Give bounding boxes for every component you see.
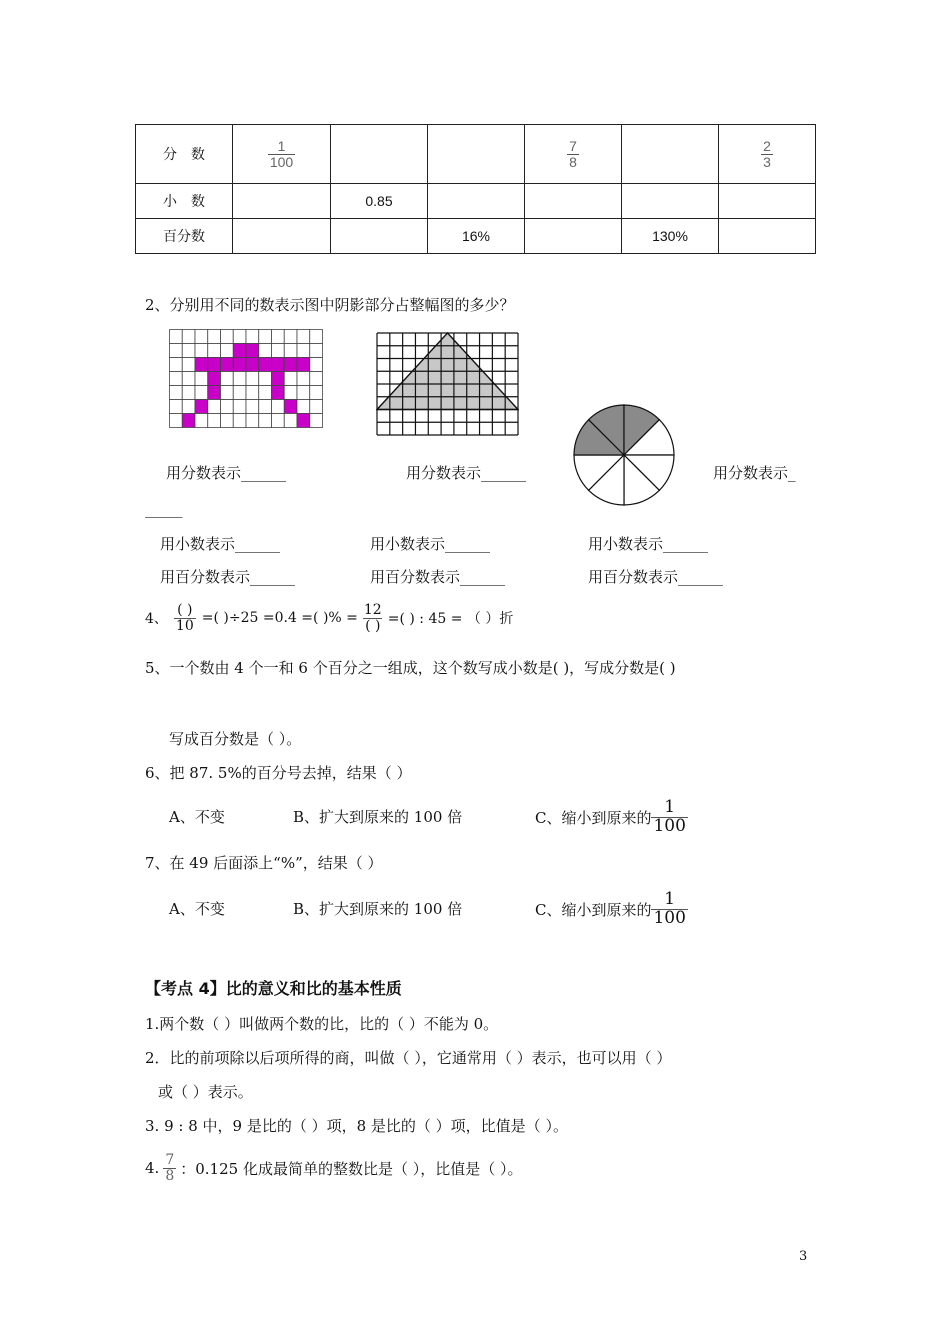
- row-label: 百分数: [136, 219, 233, 254]
- percent-cell: 130%: [622, 219, 719, 254]
- grid-cell: [170, 330, 183, 344]
- percent-prompt-1: 用百分数表示______: [160, 568, 296, 586]
- grid-cell: [221, 386, 234, 400]
- grid-cell: [221, 372, 234, 386]
- grid-cell: [259, 400, 272, 414]
- decimal-prompt-3: 用小数表示______: [588, 535, 709, 553]
- q4-line: [145, 596, 513, 640]
- shaded-cell: [195, 358, 208, 372]
- grid-cell: [310, 372, 323, 386]
- q4-part-1: =( )÷25 =0.4 =( )% =: [201, 610, 358, 626]
- grid-cell: [182, 386, 195, 400]
- grid-cell: [310, 358, 323, 372]
- percent-cell[interactable]: [233, 219, 331, 254]
- percent-prompt-2: 用百分数表示______: [370, 568, 506, 586]
- fraction: $\frac{7}{8}$: [569, 137, 577, 170]
- grid-figure-magenta: [169, 329, 323, 430]
- shaded-cell: [208, 386, 221, 400]
- grid-cell: [272, 400, 285, 414]
- grid-cell: [208, 400, 221, 414]
- grid-cell: [310, 386, 323, 400]
- shaded-cell: [246, 344, 259, 358]
- triangle-figure: [376, 332, 519, 436]
- q7-option-c-fraction: $\frac{1}{100}$: [653, 888, 686, 928]
- grid-cell: [259, 372, 272, 386]
- decimal-cell: 0.85: [331, 184, 428, 219]
- percent-cell[interactable]: [525, 219, 622, 254]
- grid-cell: [259, 386, 272, 400]
- fraction: $\frac{2}{3}$: [763, 137, 771, 170]
- q4-fraction-2: $\frac{12}{( )}$: [363, 601, 382, 634]
- grid-cell: [233, 414, 246, 428]
- fraction: $\frac{1}{100}$: [269, 137, 294, 170]
- fraction-prompt-3: 用分数表示_: [713, 464, 796, 482]
- shaded-cell: [284, 358, 297, 372]
- grid-cell: [195, 372, 208, 386]
- table-row: [136, 125, 816, 184]
- grid-cell: [310, 344, 323, 358]
- q4-fraction-1: $\frac{( )}{10}$: [175, 601, 194, 634]
- grid-cell: [297, 372, 310, 386]
- grid-cell: [208, 330, 221, 344]
- q7-option-c[interactable]: [535, 885, 688, 933]
- q5-line-1: 5、一个数由 4 个一和 6 个百分之一组成，这个数写成小数是( )，写成分数是( ): [145, 659, 676, 677]
- decimal-cell[interactable]: [622, 184, 719, 219]
- grid-cell: [246, 414, 259, 428]
- decimal-cell[interactable]: [525, 184, 622, 219]
- grid-cell: [297, 400, 310, 414]
- grid-cell: [195, 414, 208, 428]
- shaded-cell: [297, 414, 310, 428]
- grid-cell: [182, 358, 195, 372]
- row-label: 分 数: [136, 125, 233, 184]
- fraction-prompt-1: 用分数表示______: [166, 464, 287, 482]
- s4-line-3: 3. 9 : 8 中，9 是比的（ ）项，8 是比的（ ）项，比值是（ ）。: [145, 1117, 568, 1135]
- shaded-cell: [284, 400, 297, 414]
- grid-cell: [310, 400, 323, 414]
- q7-option-c-label: C、缩小到原来的: [535, 900, 652, 919]
- s4-line-2: 2．比的前项除以后项所得的商，叫做（ ），它通常用（ ）表示，也可以用（ ）: [145, 1049, 672, 1067]
- grid-cell: [284, 372, 297, 386]
- grid-cell: [233, 386, 246, 400]
- fraction-cell: [719, 125, 816, 184]
- s4-line-2b: 或（ ）表示。: [158, 1083, 253, 1101]
- table-row: [136, 184, 816, 219]
- shaded-cell: [259, 358, 272, 372]
- row-label: 小 数: [136, 184, 233, 219]
- grid-cell: [297, 386, 310, 400]
- q6-option-c-label: C、缩小到原来的: [535, 808, 652, 827]
- grid-cell: [182, 372, 195, 386]
- grid-cell: [170, 400, 183, 414]
- grid-cell: [182, 400, 195, 414]
- q6-option-a[interactable]: A、不变: [169, 808, 225, 826]
- decimal-cell[interactable]: [719, 184, 816, 219]
- decimal-cell[interactable]: [233, 184, 331, 219]
- shaded-cell: [297, 358, 310, 372]
- grid-cell: [246, 400, 259, 414]
- grid-cell: [208, 344, 221, 358]
- shaded-cell: [233, 344, 246, 358]
- grid-cell: [272, 414, 285, 428]
- grid-cell: [233, 330, 246, 344]
- shaded-cell: [208, 358, 221, 372]
- s4-line-4-fraction: $\frac{7}{8}$: [165, 1151, 175, 1184]
- grid-cell: [170, 372, 183, 386]
- grid-cell: [310, 330, 323, 344]
- fraction-cell[interactable]: [622, 125, 719, 184]
- decimal-cell[interactable]: [428, 184, 525, 219]
- q7-option-a[interactable]: A、不变: [169, 900, 225, 918]
- shaded-cell: [208, 372, 221, 386]
- grid-cell: [195, 330, 208, 344]
- percent-cell[interactable]: [331, 219, 428, 254]
- grid-cell: [221, 400, 234, 414]
- grid-cell: [221, 330, 234, 344]
- grid-cell: [259, 414, 272, 428]
- grid-cell: [246, 330, 259, 344]
- shaded-cell: [272, 386, 285, 400]
- q5-line-2: 写成百分数是（ ）。: [169, 730, 302, 748]
- grid-cell: [272, 344, 285, 358]
- grid-cell: [182, 330, 195, 344]
- section-heading: 【考点 4】比的意义和比的基本性质: [145, 979, 402, 998]
- grid-cell: [233, 400, 246, 414]
- fraction-prompt-3-cont: _____: [145, 500, 183, 518]
- percent-prompt-3: 用百分数表示______: [588, 568, 724, 586]
- q6-text: 6、把 87. 5%的百分号去掉，结果（ ）: [145, 764, 412, 782]
- grid-cell: [272, 330, 285, 344]
- s4-line-1: 1.两个数（ ）叫做两个数的比，比的（ ）不能为 0。: [145, 1015, 499, 1033]
- q4-part-2: =( ) : 45 = （ ）折: [387, 611, 514, 627]
- q7-option-b[interactable]: B、扩大到原来的 100 倍: [293, 900, 463, 918]
- s4-line-4-number: 4.: [145, 1159, 160, 1177]
- fraction-prompt-2: 用分数表示______: [406, 464, 527, 482]
- grid-cell: [195, 386, 208, 400]
- grid-cell: [170, 386, 183, 400]
- pie-figure: [571, 403, 677, 507]
- grid-cell: [246, 372, 259, 386]
- grid-cell: [284, 330, 297, 344]
- percent-cell[interactable]: [719, 219, 816, 254]
- grid-cell: [259, 330, 272, 344]
- shaded-cell: [272, 372, 285, 386]
- s4-line-4-rest: ：0.125 化成最简单的整数比是（ ），比值是（ ）。: [180, 1159, 523, 1178]
- grid-cell: [246, 386, 259, 400]
- q6-option-b[interactable]: B、扩大到原来的 100 倍: [293, 808, 463, 826]
- fraction-cell: [233, 125, 331, 184]
- shaded-cell: [233, 358, 246, 372]
- q2-title: 2、分别用不同的数表示图中阴影部分占整幅图的多少？: [145, 296, 515, 314]
- grid-cell: [195, 344, 208, 358]
- page-number: 3: [799, 1249, 808, 1264]
- fraction-cell[interactable]: [331, 125, 428, 184]
- q6-option-c[interactable]: [535, 793, 688, 841]
- grid-cell: [284, 386, 297, 400]
- fraction-cell: [525, 125, 622, 184]
- shaded-cell: [246, 358, 259, 372]
- grid-cell: [182, 344, 195, 358]
- decimal-prompt-2: 用小数表示______: [370, 535, 491, 553]
- grid-cell: [259, 344, 272, 358]
- grid-cell: [208, 414, 221, 428]
- shaded-cell: [221, 358, 234, 372]
- q4-label: 4、: [145, 611, 168, 627]
- q7-text: 7、在 49 后面添上“%”，结果（ ）: [145, 854, 383, 872]
- grid-cell: [170, 358, 183, 372]
- decimal-prompt-1: 用小数表示______: [160, 535, 281, 553]
- shaded-cell: [272, 358, 285, 372]
- grid-cell: [310, 414, 323, 428]
- grid-cell: [284, 344, 297, 358]
- grid-cell: [284, 414, 297, 428]
- grid-cell: [221, 344, 234, 358]
- grid-cell: [170, 414, 183, 428]
- percent-cell: 16%: [428, 219, 525, 254]
- fraction-cell[interactable]: [428, 125, 525, 184]
- grid-cell: [233, 372, 246, 386]
- conversion-table: [135, 124, 816, 254]
- table-row: [136, 219, 816, 254]
- grid-cell: [297, 344, 310, 358]
- shaded-cell: [182, 414, 195, 428]
- grid-cell: [170, 344, 183, 358]
- q6-option-c-fraction: $\frac{1}{100}$: [653, 796, 686, 836]
- grid-cell: [297, 330, 310, 344]
- grid-cell: [221, 414, 234, 428]
- shaded-cell: [195, 400, 208, 414]
- s4-line-4: [145, 1146, 522, 1190]
